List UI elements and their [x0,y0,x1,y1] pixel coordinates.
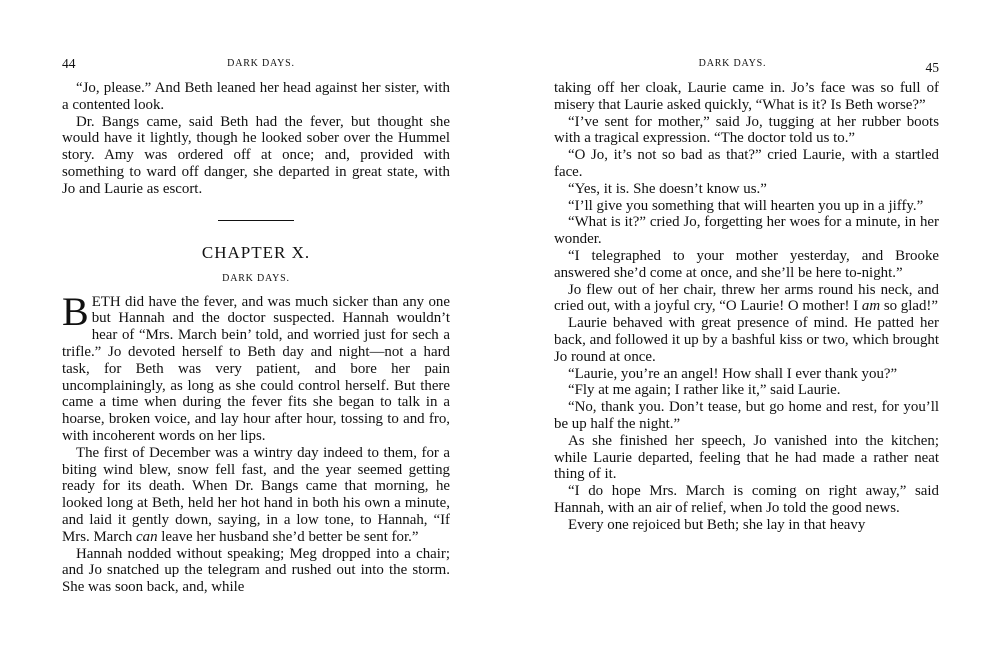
paragraph: taking off her cloak, Laurie came in. Jo’s face was so full of misery that Laurie asked quickly, “What is it? Is Beth worse?” [554,80,939,113]
paragraph: “What is it?” cried Jo, forgetting her woes for a minute, in her wonder. [554,214,939,248]
paragraph [554,282,939,316]
paragraph: “I do hope Mrs. March is coming on right away,” said Hannah, with an air of relief, when Jo told the good news. [554,483,939,516]
right-page-body [554,80,939,534]
left-page-header [62,56,450,76]
chapter-divider [218,220,294,221]
paragraph: As she finished her speech, Jo vanished into the kitchen; while Laurie departed, feeling that he had made a rather neat thing of it. [554,432,939,483]
paragraph-text: leave her husband she’d better be sent for.” [157,528,419,545]
paragraph [62,445,450,546]
paragraph: “Jo, please.” And Beth leaned her head against her sister, with a contented look. [62,80,450,113]
running-head: DARK DAYS. [227,58,295,69]
right-page-header [554,56,939,76]
paragraph: Laurie behaved with great presence of mind. He patted her back, and followed it up by a bashful kiss or two, which brought Jo round at once. [554,315,939,365]
emphasis: am [861,298,881,315]
paragraph: “I’ve sent for mother,” said Jo, tugging at her rubber boots with a tragical expression. “The doctor told us to.” [554,113,939,147]
paragraph-text: Jo flew out of her chair, threw her arms round his neck, and cried out, with a joyful cry, “O Laurie! O mother! I [554,281,939,315]
right-page [554,0,939,656]
left-page-body [62,80,450,596]
paragraph: “Yes, it is. She doesn’t know us.” [568,180,767,197]
emphasis: can [136,528,158,545]
page-number: 45 [925,60,939,75]
chapter-title: CHAPTER X. [201,242,311,262]
paragraph: Hannah nodded without speaking; Meg dropped into a chair; and Jo snatched up the telegram and rushed out into the storm. She was soon back, and, while [62,545,450,596]
paragraph: “I’ll give you something that will hearten you up in a jiffy.” [568,197,924,214]
paragraph [62,288,450,445]
paragraph-text: so glad!” [880,298,938,315]
chapter-subtitle: DARK DAYS. [222,272,290,284]
paragraph: “No, thank you. Don’t tease, but go home and rest, for you’ll be up half the night.” [554,399,939,432]
paragraph-text: The first of December was a wintry day indeed to them, for a biting wind blew, snow fell fast, and the year seemed getting ready for its death. When Dr. Bangs came that morning, he looked long at Beth, held her hot hand in both his own a minute, and laid it gently down, saying, in a low tone, to Hannah, “If Mrs. March [62,444,450,545]
left-page [62,0,450,656]
paragraph: “I telegraphed to your mother yesterday, and Brooke answered she’d come at once, and she’ll be here to-night.” [554,247,939,281]
paragraph: Dr. Bangs came, said Beth had the fever, but thought she would have it lightly, though he looked sober over the Hummel story. Amy was ordered off at once; and, provided with something to ward off danger, she departed in great state, with Jo and Laurie as escort. [62,113,450,197]
paragraph: Every one rejoiced but Beth; she lay in that heavy [568,516,866,533]
running-head: DARK DAYS. [698,58,767,69]
paragraph: “O Jo, it’s not so bad as that?” cried Laurie, with a startled face. [554,147,939,180]
drop-cap: B [62,288,89,334]
paragraph: “Laurie, you’re an angel! How shall I ever thank you?” [568,365,898,382]
paragraph-text: ETH did have the fever, and was much sicker than any one but Hannah and the doctor suspected. Hannah wouldn’t hear of “Mrs. March bein’ told, and worried just for sech a trifle.” Jo devoted herself to Beth day and night—not a hard task, for Beth was very patient, and bore her pain uncomplainingly, as long as she could control herself. But there came a time when during the fever fits she began to talk in a hoarse, broken voice, and lay hour after hour, tossing to and fro, with incoherent words on her lips. [62,293,450,444]
paragraph: “Fly at me again; I rather like it,” said Laurie. [568,382,841,399]
page-number: 44 [62,56,76,71]
